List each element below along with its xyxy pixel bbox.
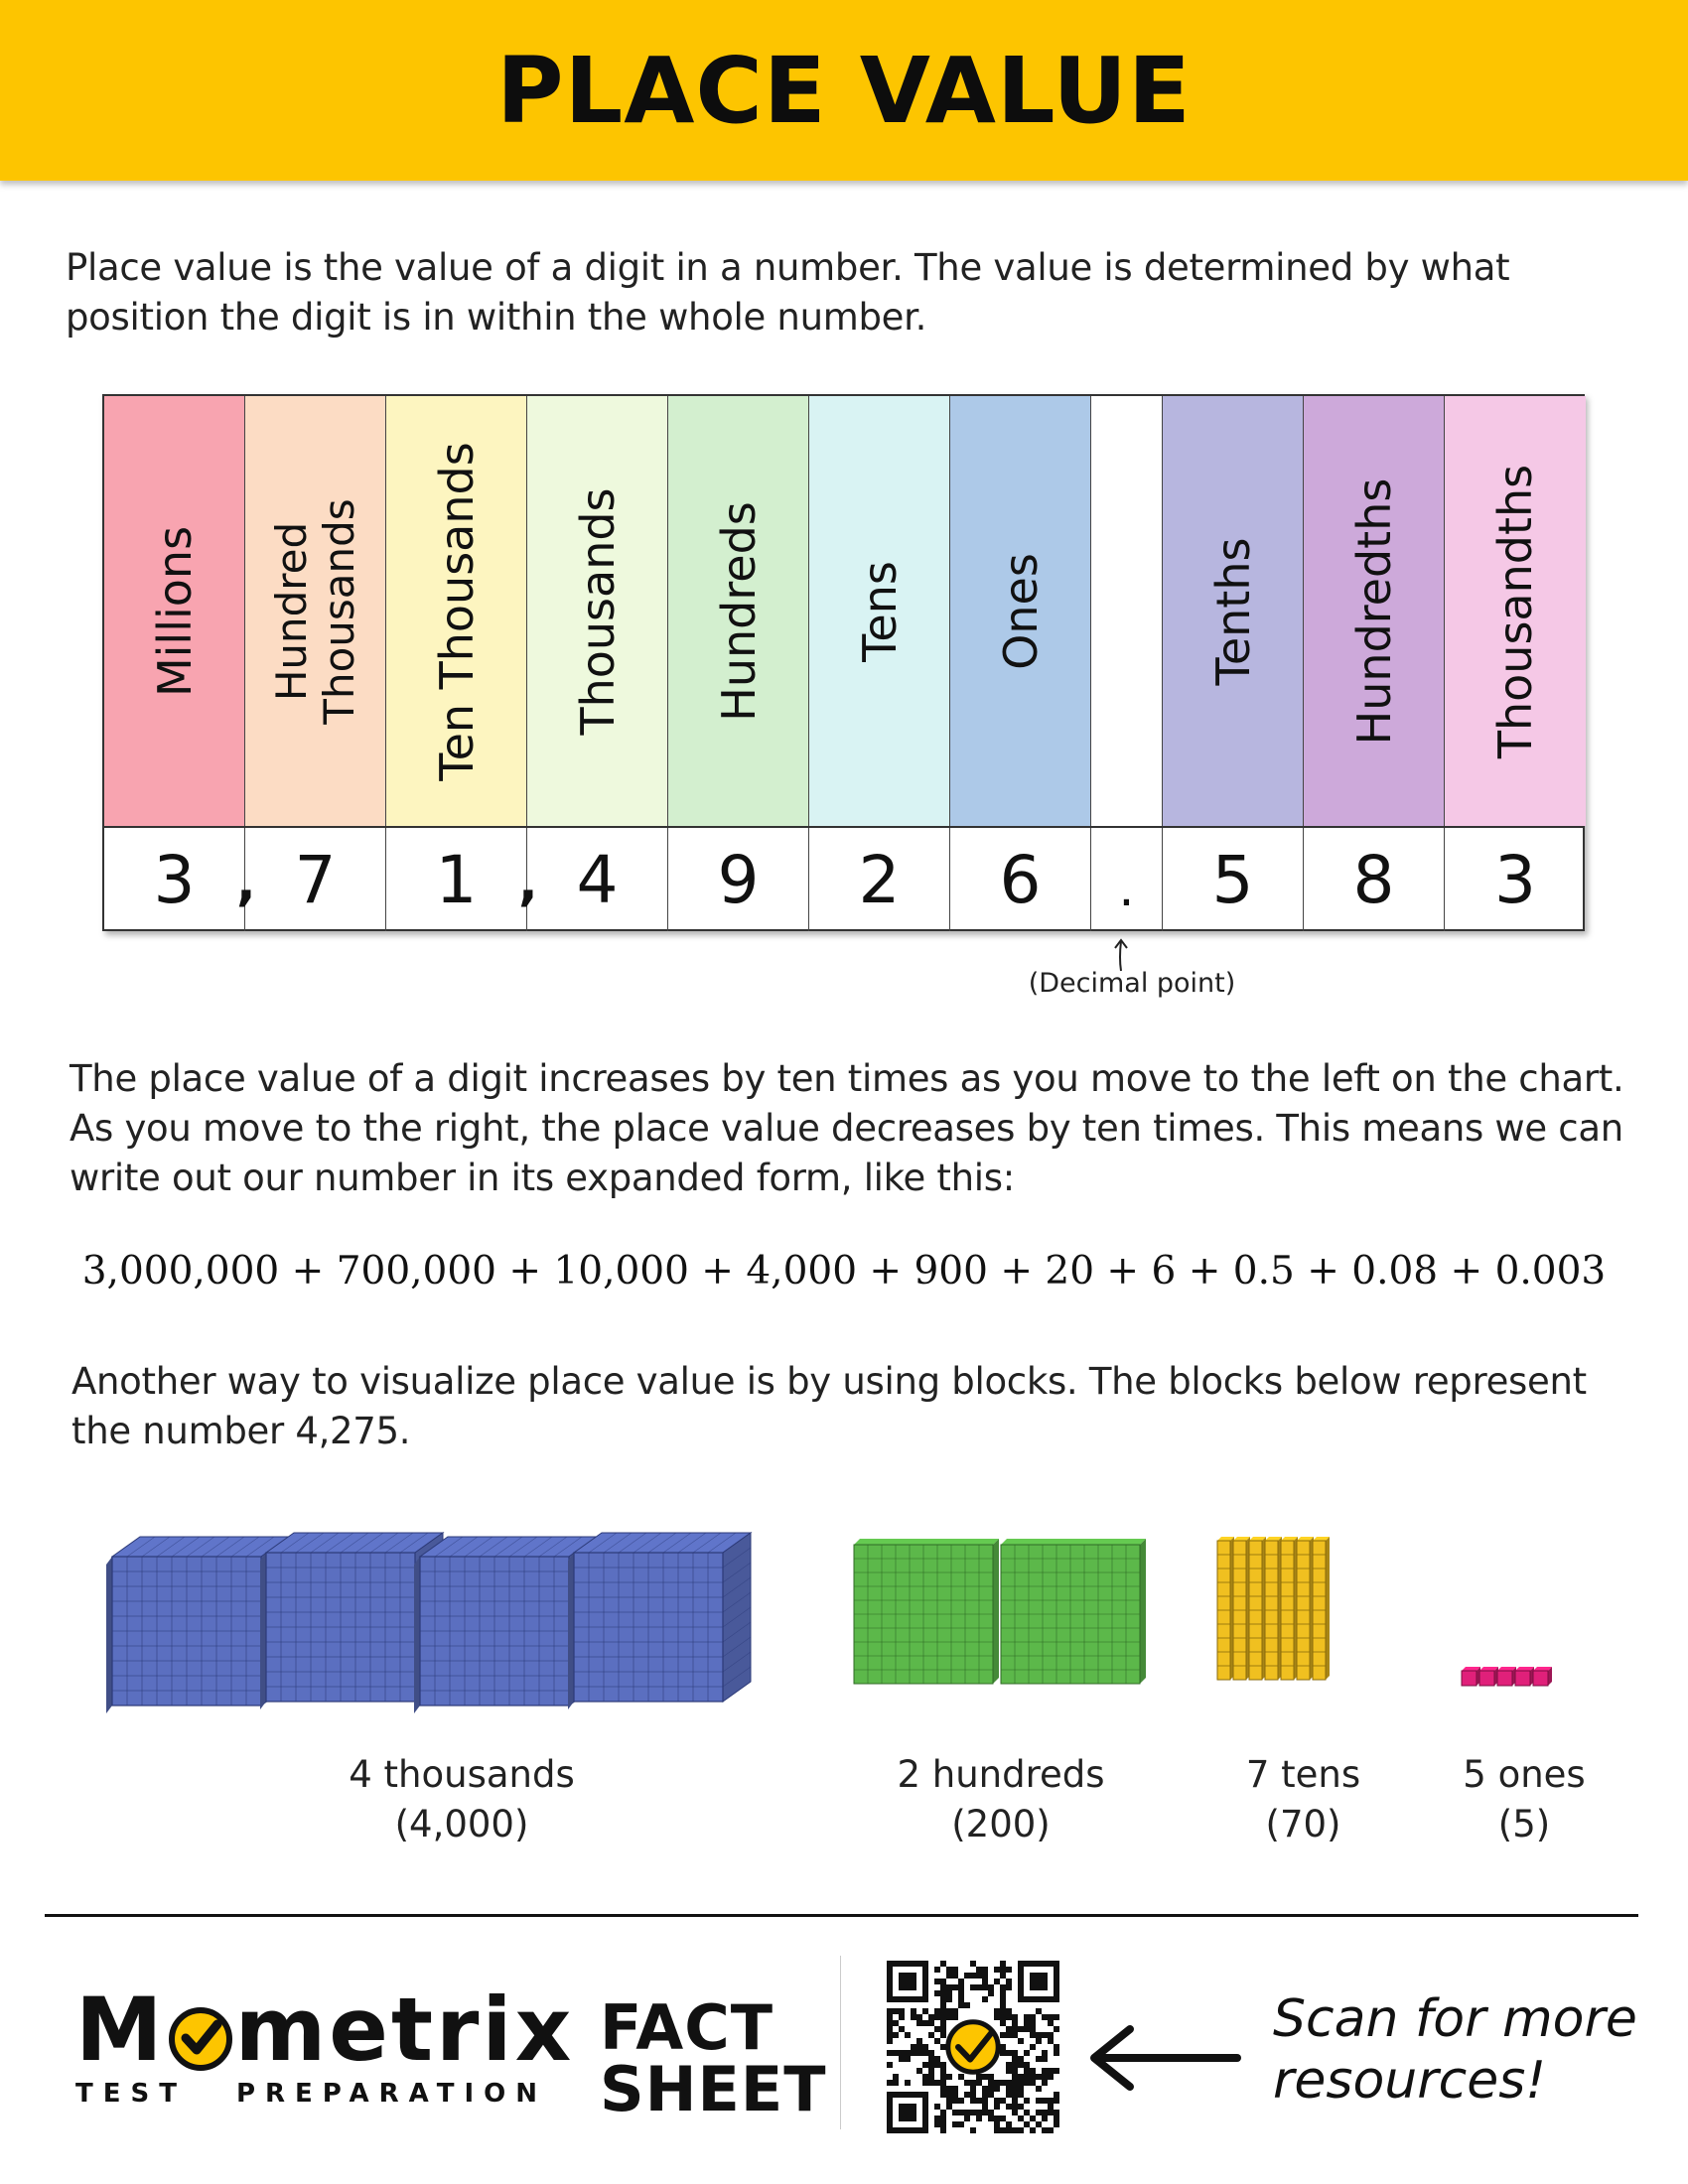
footer-vertical-divider bbox=[840, 1956, 841, 2129]
intro-paragraph: Place value is the value of a digit in a number. The value is determined by what position the digit is in within the whole number. bbox=[66, 246, 1510, 339]
place-value-chart bbox=[102, 394, 1585, 931]
place-column-header bbox=[668, 396, 809, 826]
digit-cell: 3 bbox=[1494, 841, 1536, 918]
place-column-label: Hundreds bbox=[711, 500, 766, 722]
hundreds-value-text: (200) bbox=[951, 1803, 1051, 1845]
ten-rod bbox=[1217, 1537, 1234, 1680]
fact-sheet-label bbox=[600, 1991, 827, 2125]
ones-blocks bbox=[1460, 1663, 1579, 1697]
ten-rod bbox=[1233, 1537, 1250, 1680]
place-column-label: Ten Thousands bbox=[429, 441, 484, 781]
ten-rod bbox=[1249, 1537, 1266, 1680]
header-banner bbox=[0, 0, 1688, 181]
ones-value-text: (5) bbox=[1497, 1803, 1551, 1845]
logo-sub-test: TEST bbox=[75, 2079, 187, 2109]
one-cube bbox=[1533, 1667, 1552, 1686]
place-column-label: Hundredths bbox=[1346, 478, 1401, 745]
place-column-label: Tens bbox=[852, 560, 907, 662]
expanded-form-paragraph: The place value of a digit increases by ten times as you move to the left on the chart. As you move to the right, the place value decreases by ten times. This means we can write out our number in its expanded form, like this: bbox=[70, 1057, 1624, 1199]
thousand-cube bbox=[568, 1533, 751, 1709]
mometrix-logo bbox=[75, 1979, 575, 2109]
place-column-header bbox=[527, 396, 668, 826]
digit-cell: 7 bbox=[245, 828, 386, 931]
logo-text-m: M bbox=[75, 1979, 166, 2081]
hundred-flat bbox=[1001, 1539, 1146, 1684]
ones-label-text: 5 ones bbox=[1463, 1753, 1586, 1796]
place-column-label: Thousands bbox=[570, 486, 625, 736]
thousands-separator: , bbox=[518, 853, 538, 912]
place-column-label: Thousandths bbox=[1488, 464, 1542, 758]
ten-rod bbox=[1281, 1537, 1298, 1680]
decimal-point: . bbox=[1091, 828, 1163, 931]
digit-row bbox=[104, 826, 1583, 931]
page-title: PLACE VALUE bbox=[496, 37, 1192, 144]
digit-cell: 9 bbox=[668, 828, 809, 931]
place-column-header bbox=[386, 396, 527, 826]
digit-cell: 5 bbox=[1163, 828, 1304, 931]
place-column-header bbox=[245, 396, 386, 826]
tens-blocks bbox=[1215, 1535, 1394, 1698]
hundred-flat bbox=[854, 1539, 999, 1684]
hundreds-blocks bbox=[850, 1537, 1148, 1700]
place-column-header bbox=[104, 396, 245, 826]
place-column-label: Hundred Thousands bbox=[266, 497, 363, 725]
place-column-header bbox=[809, 396, 950, 826]
ten-rod bbox=[1313, 1537, 1330, 1680]
thousands-label-text: 4 thousands bbox=[349, 1753, 575, 1796]
place-column-label: Millions bbox=[147, 525, 202, 697]
arrow-left-icon bbox=[1082, 2023, 1241, 2097]
scan-text-line1: Scan for more bbox=[1273, 1989, 1637, 2049]
expanded-form-equation: 3,000,000 + 700,000 + 10,000 + 4,000 + 900 + 20 + 6 + 0.5 + 0.08 + 0.003 bbox=[81, 1249, 1607, 1294]
thousands-separator: , bbox=[236, 853, 256, 912]
place-column-label: Tenths bbox=[1205, 537, 1260, 685]
blocks-paragraph: Another way to visualize place value is by using blocks. The blocks below represent the number 4,275. bbox=[71, 1360, 1587, 1452]
ten-rod bbox=[1265, 1537, 1282, 1680]
place-column-header bbox=[950, 396, 1091, 826]
tens-value-text: (70) bbox=[1265, 1803, 1341, 1845]
digit-cell: 4 bbox=[527, 828, 668, 931]
scan-for-resources-text bbox=[1273, 1988, 1637, 2112]
digit-cell: 3 bbox=[104, 828, 245, 931]
one-cube bbox=[1462, 1667, 1480, 1686]
checkmark-circle-icon bbox=[168, 1997, 233, 2063]
digit-cell: 2 bbox=[809, 828, 950, 931]
digit-cell: 8 bbox=[1304, 828, 1445, 931]
ones-label bbox=[1425, 1750, 1623, 1849]
one-cube bbox=[1479, 1667, 1498, 1686]
qr-code[interactable] bbox=[887, 1961, 1059, 2137]
digit-cell: 1 bbox=[386, 828, 527, 931]
ten-rod bbox=[1297, 1537, 1314, 1680]
logo-text-metrix: metrix bbox=[234, 1979, 575, 2081]
place-column-header bbox=[1304, 396, 1445, 826]
footer-divider bbox=[45, 1914, 1638, 1917]
tens-label bbox=[1192, 1750, 1415, 1849]
digit-cell: 6 bbox=[950, 828, 1091, 931]
place-column-header bbox=[1091, 396, 1163, 826]
thousands-label bbox=[298, 1750, 626, 1849]
place-column-header bbox=[1163, 396, 1304, 826]
hundreds-label bbox=[862, 1750, 1140, 1849]
one-cube bbox=[1515, 1667, 1534, 1686]
decimal-point-label: (Decimal point) bbox=[1028, 968, 1236, 999]
fact-text: FACT bbox=[600, 1991, 774, 2064]
scan-text-line2: resources! bbox=[1273, 2051, 1547, 2111]
hundreds-label-text: 2 hundreds bbox=[897, 1753, 1105, 1796]
place-column-header bbox=[1445, 396, 1586, 826]
place-column-label: Ones bbox=[993, 552, 1048, 670]
thousands-value-text: (4,000) bbox=[394, 1803, 529, 1845]
thousands-blocks bbox=[104, 1527, 779, 1729]
tens-label-text: 7 tens bbox=[1245, 1753, 1361, 1796]
logo-sub-preparation: PREPARATION bbox=[235, 2079, 547, 2109]
one-cube bbox=[1497, 1667, 1516, 1686]
sheet-text: SHEET bbox=[600, 2053, 827, 2125]
